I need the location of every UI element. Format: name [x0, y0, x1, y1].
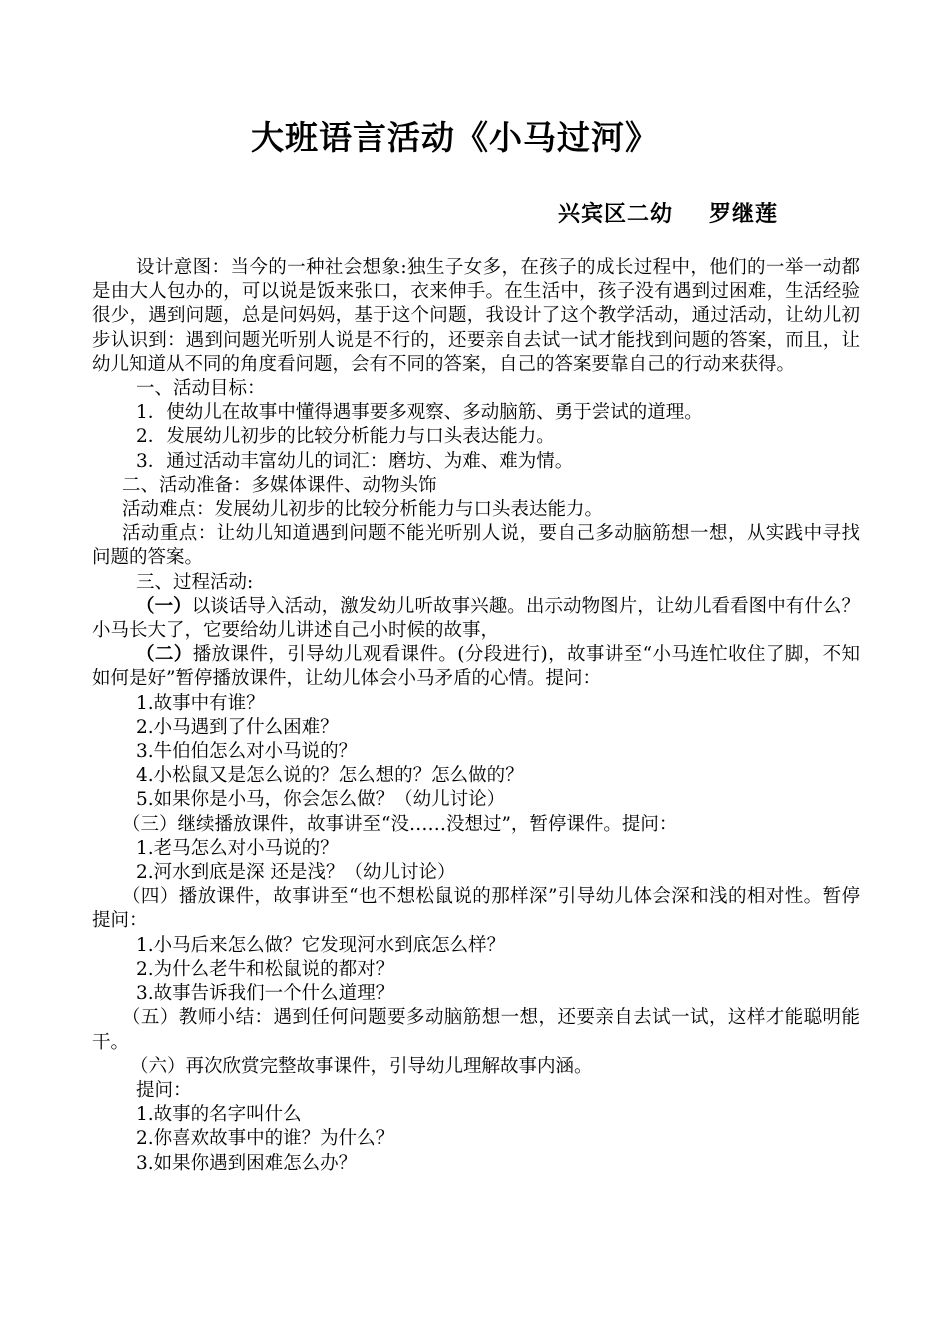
question-item: 5.如果你是小马，你会怎么做？（幼儿讨论） [136, 789, 506, 811]
question-item: 2.你喜欢故事中的谁？为什么？ [136, 1128, 395, 1150]
question-item: 3.牛伯伯怎么对小马说的？ [136, 741, 358, 763]
question-item: 2.小马遇到了什么困难？ [136, 716, 339, 738]
question-item: 2.为什么老牛和松鼠说的都对？ [136, 958, 395, 980]
question-heading: 提问： [136, 1079, 192, 1101]
step-marker: （二） [136, 644, 193, 666]
question-item: 2.河水到底是深 还是浅？（幼儿讨论） [136, 862, 456, 884]
section-heading-goals: 一、活动目标： [136, 378, 266, 400]
document-body [92, 256, 860, 1176]
process-step-3: （三）继续播放课件，故事讲至“没……没想过”，暂停课件。提问： [122, 813, 678, 835]
paragraph-design-intent: 设计意图：当今的一种社会想象:独生子女多，在孩子的成长过程中，他们的一举一动都是由大人包办的，可以说是饭来张口，衣来伸手。在生活中，孩子没有遇到过困难，生活经验很少，遇到问题，总是问妈妈，基于这个问题，我设计了这个教学活动，通过活动，让幼儿初步认识到：遇到问题光听别人说是不行的，还要亲自去试一试才能找到问题的答案，而且，让幼儿知道从不同的角度看问题，会有不同的答案，自己的答案要靠自己的行动来获得。 [92, 257, 860, 375]
step-marker: （一） [136, 595, 192, 617]
section-heading-process: 三、过程活动: [136, 571, 254, 593]
document-title: 大班语言活动《小马过河》 [251, 118, 659, 157]
process-step-4: （四）播放课件，故事讲至“也不想松鼠说的那样深”引导幼儿体会深和浅的相对性。暂停提问： [92, 886, 860, 932]
step-text: 播放课件，引导幼儿观看课件。(分段进行)，故事讲至“小马连忙收住了脚，不知如何是好”暂停播放课件，让幼儿体会小马矛盾的心情。提问： [92, 644, 860, 690]
question-item: 3.故事告诉我们一个什么道理？ [136, 983, 395, 1005]
process-step-2 [92, 643, 860, 691]
paragraph-key-point: 活动重点：让幼儿知道遇到问题不能光听别人说，要自己多动脑筋想一想，从实践中寻找问题的答案。 [92, 523, 860, 569]
author-name: 罗继莲 [709, 201, 779, 227]
question-item: 3.如果你遇到困难怎么办？ [136, 1152, 358, 1174]
goal-item: 3．通过活动丰富幼儿的词汇：磨坊、为难、难为情。 [136, 450, 574, 472]
question-item: 1.小马后来怎么做？它发现河水到底怎么样？ [136, 934, 506, 956]
author-line [558, 197, 778, 228]
question-item: 1.故事中有谁？ [136, 692, 265, 714]
section-heading-preparation: 二、活动准备：多媒体课件、动物头饰 [122, 474, 437, 496]
process-step-5: （五）教师小结：遇到任何问题要多动脑筋想一想，还要亲自去试一试，这样才能聪明能干。 [92, 1007, 860, 1053]
goal-item: 1．使幼儿在故事中懂得遇事要多观察、多动脑筋、勇于尝试的道理。 [136, 402, 703, 424]
step-text: 以谈话导入活动，激发幼儿听故事兴趣。出示动物图片，让幼儿看看图中有什么？小马长大了，它要给幼儿讲述自己小时候的故事， [92, 595, 860, 642]
goal-item: 2．发展幼儿初步的比较分析能力与口头表达能力。 [136, 426, 555, 448]
question-item: 1.故事的名字叫什么 [136, 1104, 302, 1126]
author-unit: 兴宾区二幼 [558, 201, 674, 227]
question-item: 4.小松鼠又是怎么说的？怎么想的？怎么做的？ [136, 765, 524, 787]
process-step-1 [92, 595, 860, 643]
process-step-6: （六）再次欣赏完整故事课件，引导幼儿理解故事内涵。 [130, 1055, 593, 1077]
paragraph-difficulty: 活动难点：发展幼儿初步的比较分析能力与口头表达能力。 [122, 499, 604, 521]
question-item: 1.老马怎么对小马说的？ [136, 837, 339, 859]
